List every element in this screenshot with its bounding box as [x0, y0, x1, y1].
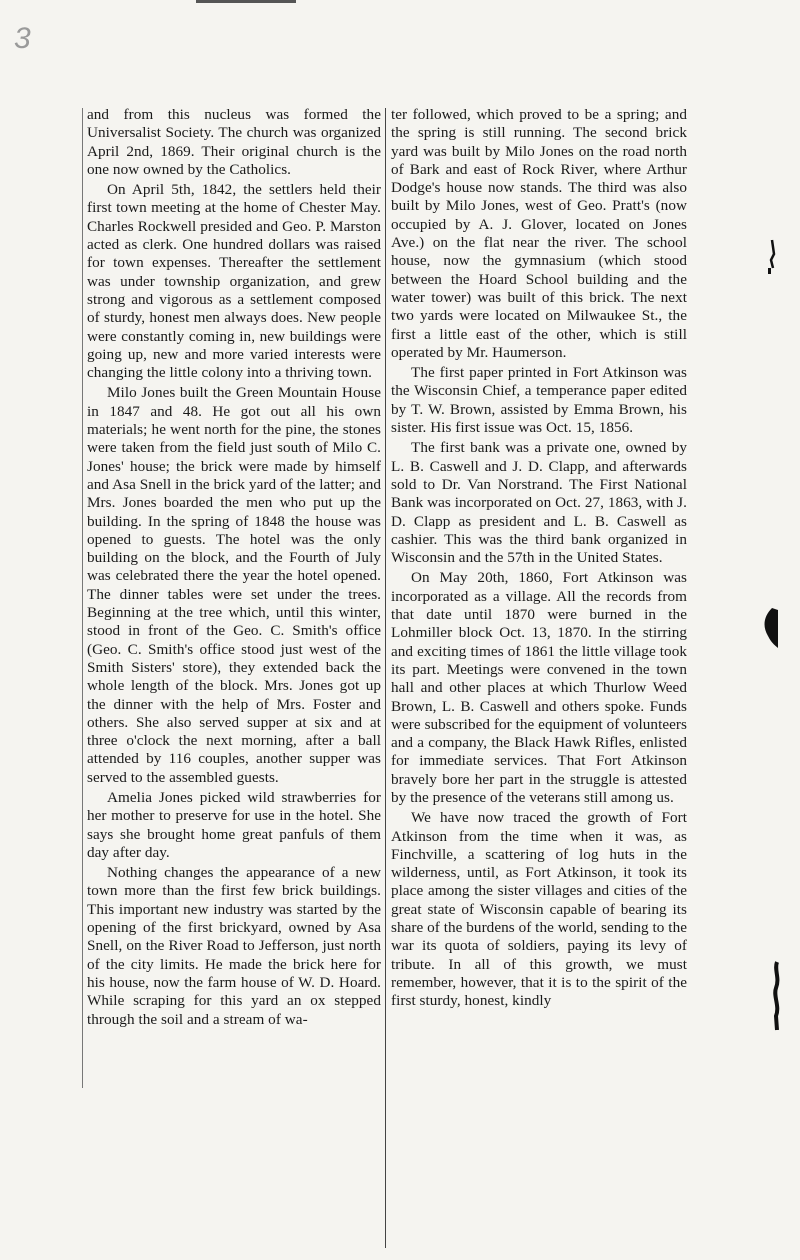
page-number: 3: [14, 22, 31, 55]
left-paragraph-2: On April 5th, 1842, the settlers held their first town meeting at the home of Chester May. Charles Rockwell presided and Geo. P. Marston acted as clerk. One hundred dollars was raised for town expenses. Thereafter the settlement was under township organization, and grew strong and vigorous as a settlement composed of sturdy, honest men always does. New people were constantly coming in, new buildings were going up, new and more varied interests were changing the little colony into a thriving town.: [87, 181, 381, 382]
column-divider: [385, 108, 386, 1248]
top-rule: [196, 0, 296, 3]
right-paragraph-3: The first bank was a private one, owned by L. B. Caswell and J. D. Clapp, and afterwards sold to Dr. Van Norstrand. The First National Bank was incorporated on Oct. 27, 1863, with J. D. Clapp as president and L. B. Caswell as cashier. This was the third bank organized in Wisconsin and the 57th in the United States.: [391, 439, 687, 567]
margin-mark-middle: [760, 606, 782, 650]
left-paragraph-5: Nothing changes the appearance of a new town more than the first few brick buildings. This important new industry was started by the opening of the first brickyard, owned by Asa Snell, on the River Road to Jefferson, just north of the city limits. He made the brick here for his house, now the farm house of W. D. Hoard. While scraping for this yard an ox stepped through the soil and a stream of wa-: [87, 864, 381, 1028]
left-paragraph-4: Amelia Jones picked wild strawberries for her mother to preserve for use in the hotel. She says she brought home great panfuls of them day after day.: [87, 788, 381, 861]
right-paragraph-1: ter followed, which proved to be a spring; and the spring is still running. The second brick yard was built by Milo Jones on the road north of Bark and east of Rock River, where Arthur Dodge's house now stands. The third was also built by Milo Jones, west of Geo. Pratt's (now occupied by A. J. Glover, located on Jones Ave.) on the flat near the river. The school house, now the gymnasium (which stood between the Hoard School building and the water tower) was built of this brick. The next two yards were located on Milwaukee St., the first a little east of the other, which is still operated by Mr. Haumerson.: [391, 106, 687, 361]
left-paragraph-1: and from this nucleus was formed the Universalist Society. The church was organized April 2nd, 1869. Their original church is the one now owned by the Catholics.: [87, 106, 381, 178]
right-column: [391, 106, 687, 1013]
right-paragraph-5: We have now traced the growth of Fort Atkinson from the time when it was, as Finchville, a scattering of log huts in the wilderness, until, as Fort Atkinson, it took its place among the sister villages and cities of the great state of Wisconsin capable of bearing its share of the burdens of the world, sending to the war its quota of soldiers, paying its levy of tribute. In all of this growth, we must remember, however, that it is to the spirit of the first sturdy, honest, kindly: [391, 809, 688, 1010]
right-paragraph-2: The first paper printed in Fort Atkinson was the Wisconsin Chief, a temperance paper edited by T. W. Brown, assisted by Emma Brown, his sister. His first issue was Oct. 15, 1856.: [391, 364, 687, 437]
left-column-edge: [82, 108, 83, 1088]
right-paragraph-4: On May 20th, 1860, Fort Atkinson was incorporated as a village. All the records from that date until 1870 were burned in the Lohmiller block Oct. 13, 1870. In the stirring and exciting times of 1861 the little village took its part. Meetings were convened in the town hall and other places at which Thurlow Weed Brown, L. B. Caswell and others spoke. Funds were subscribed for the equipment of volunteers and a company, the Black Hawk Rifles, enlisted for immediate services. That Fort Atkinson bravely bore her part in the struggle is attested by the presence of the veterans still among us.: [391, 569, 687, 806]
margin-mark-bottom: [770, 960, 784, 1032]
margin-mark-top: [764, 238, 780, 278]
left-column: [87, 106, 381, 1031]
left-paragraph-3: Milo Jones built the Green Mountain House in 1847 and 48. He got out all his own materials; he went north for the pine, the stones were taken from the field just south of Milo C. Jones' house; the brick were made by himself and Asa Snell in the brick yard of the latter; and Mrs. Jones boarded the men who put up the building. In the spring of 1848 the house was opened to guests. The hotel was the only building on the block, and the Fourth of July was celebrated there the year the hotel opened. The dinner tables were set under the trees. Beginning at the tree which, until this winter, stood in front of the Geo. C. Smith's office (Geo. C. Smith's office stood just west of the Smith Sisters' store), they extended back the whole length of the block. Mrs. Jones got up the dinner with the help of Mrs. Foster and others. She also served supper at six and at three o'clock the next morning, after a ball attended by 116 couples, another supper was served to the assembled guests.: [87, 384, 381, 786]
